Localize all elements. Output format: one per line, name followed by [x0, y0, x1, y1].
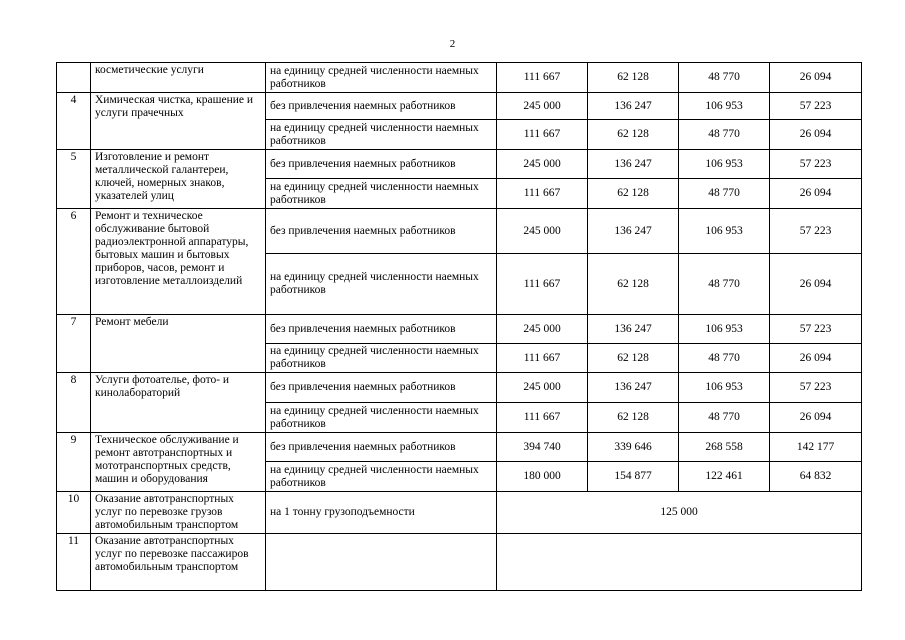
table-row — [57, 492, 862, 534]
row-number: 9 — [57, 433, 91, 492]
rate-value: 136 247 — [588, 209, 679, 254]
rate-value: 245 000 — [497, 150, 588, 179]
rate-value: 26 094 — [770, 344, 862, 373]
service-name: Химическая чистка, крашение и услуги прачечных — [91, 93, 266, 150]
condition-label: без привлечения наемных работников — [266, 373, 497, 403]
rate-value: 57 223 — [770, 209, 862, 254]
rate-value: 136 247 — [588, 315, 679, 344]
rate-value: 245 000 — [497, 373, 588, 403]
rate-value: 48 770 — [679, 344, 770, 373]
rate-value: 106 953 — [679, 209, 770, 254]
rate-value: 142 177 — [770, 433, 862, 462]
condition-label: на 1 тонну грузоподъемности — [266, 492, 497, 534]
rate-value: 106 953 — [679, 150, 770, 179]
table-row — [57, 534, 862, 591]
rate-value: 26 094 — [770, 63, 862, 93]
service-name: Ремонт и техническое обслуживание бытовой радиоэлектронной аппаратуры, бытовых машин и бытовых приборов, часов, ремонт и изготовление металлоизделий — [91, 209, 266, 315]
condition-label: без привлечения наемных работников — [266, 433, 497, 462]
row-number: 7 — [57, 315, 91, 373]
condition-label: без привлечения наемных работников — [266, 209, 497, 254]
condition-label: на единицу средней численности наемных работников — [266, 179, 497, 209]
table-row — [57, 209, 862, 254]
condition-label: на единицу средней численности наемных работников — [266, 462, 497, 492]
rate-value: 62 128 — [588, 254, 679, 315]
service-name: Техническое обслуживание и ремонт автотранспортных и мототранспортных средств, машин и оборудования — [91, 433, 266, 492]
rate-value: 111 667 — [497, 403, 588, 433]
rate-value: 62 128 — [588, 120, 679, 150]
service-name: Изготовление и ремонт металлической галантереи, ключей, номерных знаков, указателей улиц — [91, 150, 266, 209]
rate-value: 394 740 — [497, 433, 588, 462]
condition-label: без привлечения наемных работников — [266, 315, 497, 344]
row-number: 4 — [57, 93, 91, 150]
rate-value: 125 000 — [497, 492, 862, 534]
rate-value: 122 461 — [679, 462, 770, 492]
rate-value: 111 667 — [497, 344, 588, 373]
service-name: Услуги фотоателье, фото- и кинолабораторий — [91, 373, 266, 433]
rate-value: 26 094 — [770, 179, 862, 209]
condition-label — [266, 534, 497, 591]
condition-label: без привлечения наемных работников — [266, 150, 497, 179]
rate-value: 245 000 — [497, 209, 588, 254]
page-number: 2 — [449, 38, 456, 50]
rate-value: 268 558 — [679, 433, 770, 462]
row-number: 5 — [57, 150, 91, 209]
rate-value: 106 953 — [679, 373, 770, 403]
rate-value: 62 128 — [588, 344, 679, 373]
rate-value: 48 770 — [679, 179, 770, 209]
condition-label: без привлечения наемных работников — [266, 93, 497, 120]
table-row — [57, 63, 862, 93]
service-name: Оказание автотранспортных услуг по перевозке грузов автомобильным транспортом — [91, 492, 266, 534]
rate-value — [497, 534, 862, 591]
rate-value: 180 000 — [497, 462, 588, 492]
service-name: Ремонт мебели — [91, 315, 266, 373]
rate-value: 62 128 — [588, 403, 679, 433]
condition-label: на единицу средней численности наемных работников — [266, 344, 497, 373]
rate-value: 111 667 — [497, 120, 588, 150]
rate-value: 136 247 — [588, 150, 679, 179]
rate-value: 154 877 — [588, 462, 679, 492]
row-number: 10 — [57, 492, 91, 534]
rate-value: 245 000 — [497, 93, 588, 120]
rate-value: 57 223 — [770, 373, 862, 403]
table-row — [57, 93, 862, 120]
condition-label: на единицу средней численности наемных работников — [266, 403, 497, 433]
condition-label: на единицу средней численности наемных работников — [266, 254, 497, 315]
table-row — [57, 315, 862, 344]
rate-value: 57 223 — [770, 93, 862, 120]
rate-value: 62 128 — [588, 179, 679, 209]
rate-value: 339 646 — [588, 433, 679, 462]
rate-value: 106 953 — [679, 93, 770, 120]
rate-value: 57 223 — [770, 150, 862, 179]
table-row — [57, 373, 862, 403]
service-name: Оказание автотранспортных услуг по перевозке пассажиров автомобильным транспортом — [91, 534, 266, 591]
rate-value: 64 832 — [770, 462, 862, 492]
rate-value: 57 223 — [770, 315, 862, 344]
rate-value: 111 667 — [497, 63, 588, 93]
rate-value: 136 247 — [588, 93, 679, 120]
rate-value: 111 667 — [497, 179, 588, 209]
rate-value: 48 770 — [679, 254, 770, 315]
rate-value: 26 094 — [770, 403, 862, 433]
rate-value: 106 953 — [679, 315, 770, 344]
rate-value: 136 247 — [588, 373, 679, 403]
rate-value: 111 667 — [497, 254, 588, 315]
tax-rates-table — [56, 62, 862, 591]
rate-value: 62 128 — [588, 63, 679, 93]
condition-label: на единицу средней численности наемных работников — [266, 120, 497, 150]
row-number: 8 — [57, 373, 91, 433]
table-row — [57, 150, 862, 179]
rate-value: 245 000 — [497, 315, 588, 344]
rate-value: 48 770 — [679, 403, 770, 433]
rate-value: 26 094 — [770, 254, 862, 315]
row-number: 6 — [57, 209, 91, 315]
condition-label: на единицу средней численности наемных работников — [266, 63, 497, 93]
row-number: 11 — [57, 534, 91, 591]
rate-value: 48 770 — [679, 120, 770, 150]
table-row — [57, 433, 862, 462]
service-name: косметические услуги — [91, 63, 266, 93]
rate-value: 48 770 — [679, 63, 770, 93]
rate-value: 26 094 — [770, 120, 862, 150]
row-number — [57, 63, 91, 93]
